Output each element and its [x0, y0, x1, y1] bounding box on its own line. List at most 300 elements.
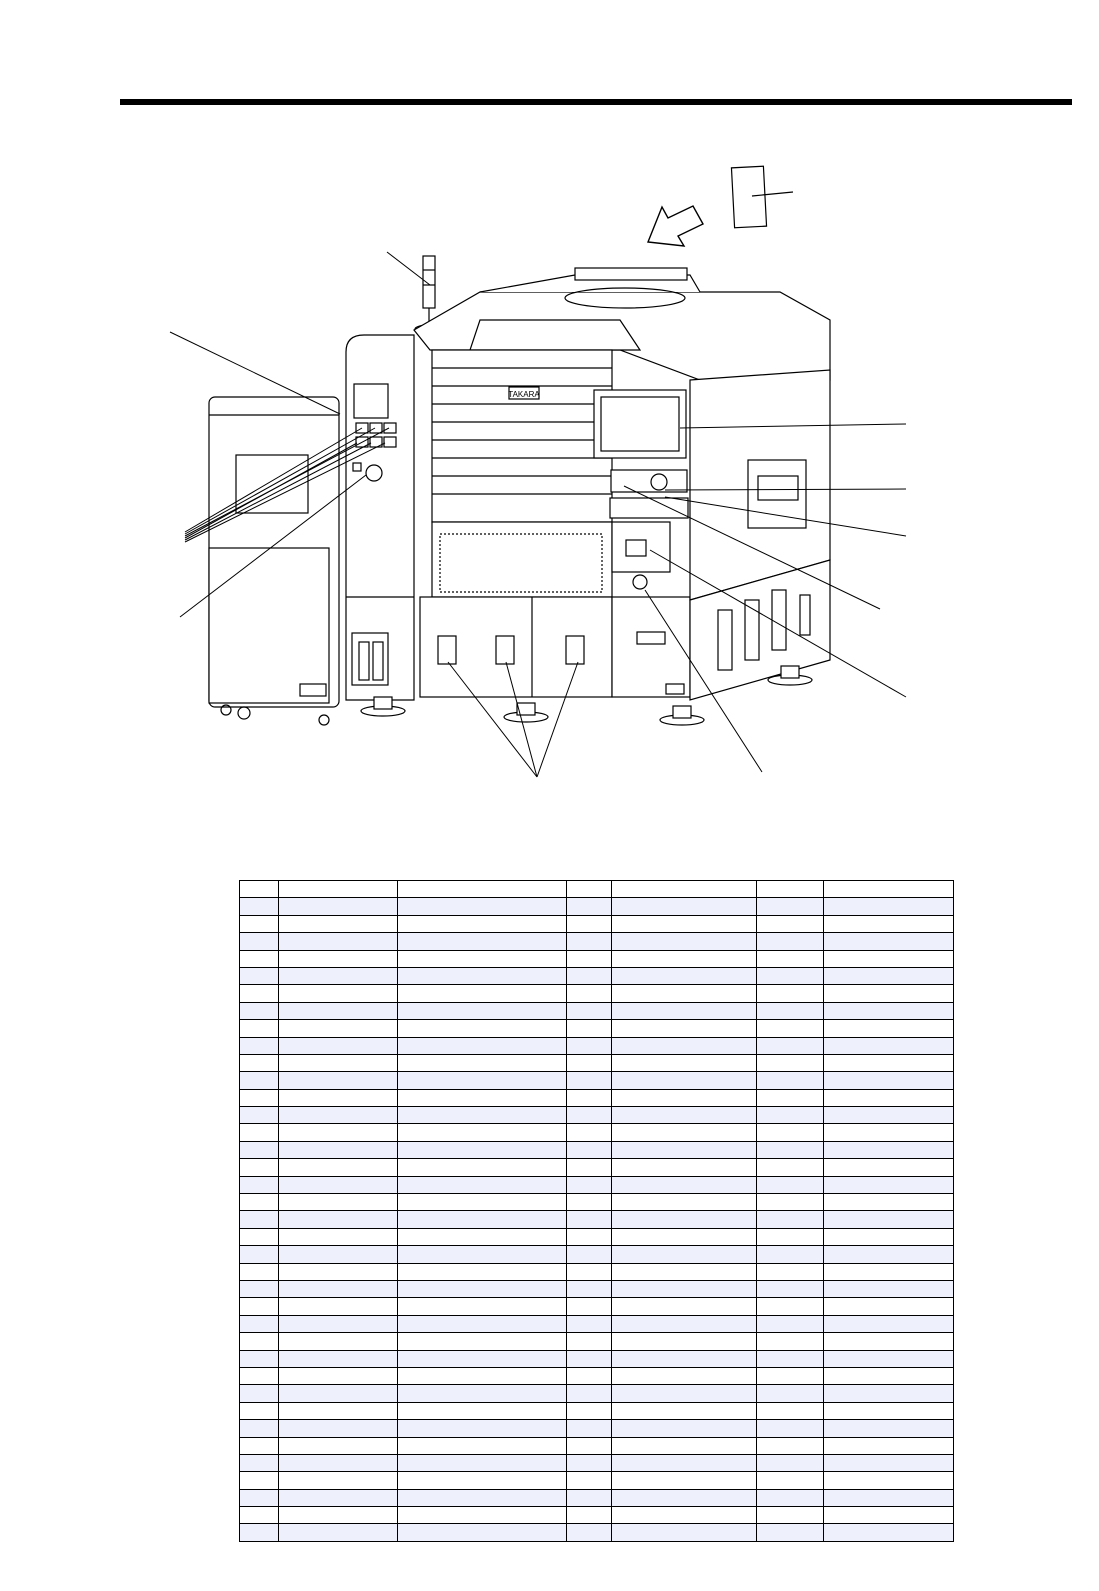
table-cell [240, 1159, 279, 1176]
direction-arrow [648, 206, 703, 246]
table-cell [567, 1489, 611, 1506]
table-cell [279, 1228, 397, 1245]
table-cell [279, 1141, 397, 1158]
table-cell [567, 1107, 611, 1124]
table-cell [567, 1246, 611, 1263]
table-row [240, 1176, 954, 1193]
table-cell [279, 1437, 397, 1454]
machine-right-side [690, 370, 830, 700]
table-cell [567, 1194, 611, 1211]
table-row [240, 1280, 954, 1297]
table-row [240, 1141, 954, 1158]
table-cell [823, 1107, 953, 1124]
table-cell [240, 1367, 279, 1384]
table-cell [240, 1298, 279, 1315]
table-cell [611, 1315, 756, 1332]
table-cell [567, 1402, 611, 1419]
table-cell [397, 950, 567, 967]
table-cell [567, 1472, 611, 1489]
table-cell [279, 1385, 397, 1402]
table-cell [279, 1089, 397, 1106]
table-row [240, 1107, 954, 1124]
table-cell [397, 1054, 567, 1071]
table-cell [397, 1333, 567, 1350]
table-cell [823, 1246, 953, 1263]
table-cell [611, 1420, 756, 1437]
table-cell [611, 1246, 756, 1263]
table-cell [757, 881, 824, 898]
table-cell [279, 1263, 397, 1280]
table-cell [757, 985, 824, 1002]
table-cell [823, 1298, 953, 1315]
table-cell [279, 1298, 397, 1315]
table-cell [757, 1159, 824, 1176]
table-cell [397, 1228, 567, 1245]
table-row [240, 1037, 954, 1054]
table-cell [279, 1472, 397, 1489]
front-shutter [432, 350, 612, 597]
table-cell [240, 1280, 279, 1297]
table-cell [240, 1089, 279, 1106]
table-row [240, 1367, 954, 1384]
table-cell [823, 1020, 953, 1037]
table-cell [611, 1141, 756, 1158]
table-cell [757, 1107, 824, 1124]
table-row [240, 1507, 954, 1524]
table-cell [823, 898, 953, 915]
table-cell [279, 1002, 397, 1019]
table-cell [823, 1089, 953, 1106]
table-row [240, 1211, 954, 1228]
table-cell [567, 1315, 611, 1332]
parts-list-table [239, 880, 954, 1542]
table-cell [279, 1194, 397, 1211]
table-cell [823, 967, 953, 984]
table-cell [567, 1263, 611, 1280]
table-cell [611, 1367, 756, 1384]
table-cell [240, 1507, 279, 1524]
table-cell [279, 898, 397, 915]
table-row [240, 915, 954, 932]
table-cell [757, 1367, 824, 1384]
table-cell [757, 1037, 824, 1054]
table-cell [757, 1420, 824, 1437]
table-cell [397, 1211, 567, 1228]
table-cell [611, 1333, 756, 1350]
table-cell [567, 1507, 611, 1524]
table-cell [823, 1507, 953, 1524]
table-cell [397, 1263, 567, 1280]
table-cell [611, 1002, 756, 1019]
table-cell [240, 1037, 279, 1054]
table-cell [397, 1037, 567, 1054]
table-cell [567, 1054, 611, 1071]
table-cell [611, 1089, 756, 1106]
table-cell [279, 1211, 397, 1228]
table-cell [823, 1489, 953, 1506]
table-cell [240, 1141, 279, 1158]
auxiliary-cabinet [209, 397, 339, 725]
table-cell [611, 1037, 756, 1054]
table-cell [279, 1246, 397, 1263]
table-cell [611, 1524, 756, 1541]
table-cell [567, 881, 611, 898]
table-cell [757, 1124, 824, 1141]
card-sheet [731, 166, 766, 228]
table-cell [279, 967, 397, 984]
table-cell [823, 933, 953, 950]
table-cell [757, 1141, 824, 1158]
table-cell [611, 915, 756, 932]
table-cell [757, 1472, 824, 1489]
table-cell [823, 1228, 953, 1245]
table-cell [397, 1524, 567, 1541]
table-row [240, 1315, 954, 1332]
table-cell [611, 1020, 756, 1037]
table-cell [757, 1524, 824, 1541]
table-cell [279, 881, 397, 898]
table-cell [823, 1054, 953, 1071]
table-cell [397, 915, 567, 932]
table-cell [823, 1194, 953, 1211]
table-cell [823, 1280, 953, 1297]
table-cell [757, 1194, 824, 1211]
table-cell [567, 1159, 611, 1176]
table-cell [279, 1159, 397, 1176]
table-cell [823, 985, 953, 1002]
table-cell [567, 1298, 611, 1315]
table-cell [279, 1367, 397, 1384]
table-cell [611, 1263, 756, 1280]
table-row [240, 1263, 954, 1280]
table-cell [397, 1246, 567, 1263]
table-cell [279, 1489, 397, 1506]
table-cell [240, 1020, 279, 1037]
table-cell [567, 1350, 611, 1367]
table-cell [611, 1454, 756, 1471]
table-cell [757, 1298, 824, 1315]
svg-text:TAKARA: TAKARA [508, 390, 540, 399]
table-row [240, 881, 954, 898]
table-cell [397, 933, 567, 950]
table-cell [240, 1385, 279, 1402]
machine-left-panel [346, 335, 414, 700]
table-cell [823, 1141, 953, 1158]
table-cell [757, 1211, 824, 1228]
table-cell [567, 1437, 611, 1454]
table-cell [823, 1211, 953, 1228]
table-cell [279, 1037, 397, 1054]
table-row [240, 950, 954, 967]
table-row [240, 1228, 954, 1245]
table-cell [757, 1280, 824, 1297]
table-cell [567, 1385, 611, 1402]
table-row [240, 1420, 954, 1437]
table-cell [397, 881, 567, 898]
table-cell [823, 915, 953, 932]
table-cell [757, 1454, 824, 1471]
table-cell [397, 1402, 567, 1419]
table-row [240, 1089, 954, 1106]
table-row [240, 1524, 954, 1541]
table-cell [240, 1315, 279, 1332]
table-cell [240, 1246, 279, 1263]
table-cell [611, 1072, 756, 1089]
table-cell [611, 881, 756, 898]
table-cell [240, 1002, 279, 1019]
table-cell [823, 1454, 953, 1471]
table-cell [567, 1211, 611, 1228]
table-row [240, 985, 954, 1002]
table-row [240, 933, 954, 950]
table-cell [567, 915, 611, 932]
table-cell [611, 1194, 756, 1211]
table-cell [823, 1350, 953, 1367]
table-cell [823, 1437, 953, 1454]
table-cell [397, 1194, 567, 1211]
table-cell [240, 1333, 279, 1350]
table-cell [397, 1315, 567, 1332]
table-cell [567, 1420, 611, 1437]
table-row [240, 1489, 954, 1506]
table-cell [611, 1298, 756, 1315]
table-cell [823, 1176, 953, 1193]
table-cell [279, 1107, 397, 1124]
table-cell [240, 1472, 279, 1489]
table-row [240, 1333, 954, 1350]
table-cell [397, 985, 567, 1002]
table-row [240, 1124, 954, 1141]
table-cell [611, 1159, 756, 1176]
table-cell [757, 1002, 824, 1019]
table-cell [611, 1176, 756, 1193]
table-cell [823, 1524, 953, 1541]
table-cell [823, 950, 953, 967]
table-cell [279, 1124, 397, 1141]
lower-panels [420, 597, 690, 697]
table-row [240, 898, 954, 915]
table-cell [279, 1524, 397, 1541]
table-cell [611, 933, 756, 950]
table-cell [757, 1054, 824, 1071]
table-cell [611, 1228, 756, 1245]
table-cell [757, 950, 824, 967]
table-cell [279, 1402, 397, 1419]
table-cell [823, 1124, 953, 1141]
table-cell [757, 1402, 824, 1419]
table-row [240, 1020, 954, 1037]
table-cell [279, 1176, 397, 1193]
table-cell [757, 1437, 824, 1454]
table-cell [823, 1385, 953, 1402]
table-cell [279, 1454, 397, 1471]
table-cell [823, 1002, 953, 1019]
table-cell [279, 933, 397, 950]
table-cell [397, 1176, 567, 1193]
table-cell [611, 1124, 756, 1141]
table-cell [611, 1107, 756, 1124]
table-cell [567, 1367, 611, 1384]
table-cell [757, 1507, 824, 1524]
table-cell [611, 1402, 756, 1419]
table-cell [567, 1020, 611, 1037]
table-cell [397, 1002, 567, 1019]
table-cell [567, 1141, 611, 1158]
table-cell [279, 1333, 397, 1350]
table-cell [397, 1489, 567, 1506]
table-cell [240, 1176, 279, 1193]
table-cell [397, 1420, 567, 1437]
table-cell [397, 1437, 567, 1454]
table-cell [611, 950, 756, 967]
table-cell [397, 1089, 567, 1106]
table-cell [279, 1420, 397, 1437]
table-cell [823, 1315, 953, 1332]
table-cell [240, 1350, 279, 1367]
table-cell [397, 1367, 567, 1384]
table-cell [567, 1454, 611, 1471]
table-cell [240, 967, 279, 984]
table-cell [240, 1194, 279, 1211]
table-cell [611, 1350, 756, 1367]
table-cell [279, 1020, 397, 1037]
table-cell [757, 915, 824, 932]
table-cell [757, 1072, 824, 1089]
table-row [240, 1159, 954, 1176]
table-cell [279, 985, 397, 1002]
table-cell [240, 1072, 279, 1089]
table-cell [757, 1228, 824, 1245]
table-cell [397, 898, 567, 915]
table-cell [757, 933, 824, 950]
table-cell [757, 967, 824, 984]
table-cell [279, 1280, 397, 1297]
table-cell [823, 1263, 953, 1280]
table-row [240, 1002, 954, 1019]
table-cell [240, 1124, 279, 1141]
table-cell [823, 1159, 953, 1176]
table-cell [240, 1228, 279, 1245]
table-cell [567, 1037, 611, 1054]
table-cell [240, 933, 279, 950]
table-cell [611, 1385, 756, 1402]
table-cell [611, 1489, 756, 1506]
table-row [240, 1246, 954, 1263]
table-cell [757, 1350, 824, 1367]
table-cell [240, 950, 279, 967]
table-cell [240, 1211, 279, 1228]
table-cell [397, 1507, 567, 1524]
table-cell [279, 950, 397, 967]
table-cell [567, 933, 611, 950]
table-cell [397, 1472, 567, 1489]
table-cell [611, 1437, 756, 1454]
table-cell [397, 1298, 567, 1315]
table-cell [757, 1246, 824, 1263]
table-cell [823, 881, 953, 898]
table-cell [397, 1107, 567, 1124]
table-cell [279, 1507, 397, 1524]
table-cell [823, 1367, 953, 1384]
table-cell [757, 1089, 824, 1106]
table-cell [397, 967, 567, 984]
table-row [240, 1350, 954, 1367]
table-cell [757, 1385, 824, 1402]
table-cell [240, 1437, 279, 1454]
table-cell [757, 1315, 824, 1332]
table-cell [567, 1280, 611, 1297]
table-cell [567, 950, 611, 967]
table-cell [823, 1333, 953, 1350]
table-cell [567, 1228, 611, 1245]
table-cell [240, 985, 279, 1002]
table-cell [611, 985, 756, 1002]
table-cell [823, 1420, 953, 1437]
table-cell [757, 1333, 824, 1350]
table-row [240, 1385, 954, 1402]
table-cell [757, 1489, 824, 1506]
table-cell [567, 1124, 611, 1141]
table-cell [611, 1472, 756, 1489]
table-cell [397, 1141, 567, 1158]
table-cell [240, 1054, 279, 1071]
table-cell [823, 1037, 953, 1054]
table-cell [240, 1107, 279, 1124]
table-row [240, 1402, 954, 1419]
table-cell [397, 1124, 567, 1141]
table-row [240, 1072, 954, 1089]
table-cell [757, 1020, 824, 1037]
table-cell [397, 1280, 567, 1297]
table-cell [757, 1263, 824, 1280]
table-row [240, 1194, 954, 1211]
table-cell [567, 1176, 611, 1193]
table-cell [240, 881, 279, 898]
table-cell [611, 1054, 756, 1071]
table-cell [823, 1402, 953, 1419]
table-cell [279, 1350, 397, 1367]
table-row [240, 1472, 954, 1489]
table-cell [279, 915, 397, 932]
table-cell [240, 1263, 279, 1280]
table-cell [279, 1054, 397, 1071]
table-cell [567, 1524, 611, 1541]
table-cell [823, 1472, 953, 1489]
table-cell [279, 1315, 397, 1332]
table-cell [567, 967, 611, 984]
table-row [240, 967, 954, 984]
table-row [240, 1437, 954, 1454]
table-cell [397, 1072, 567, 1089]
table-cell [240, 1454, 279, 1471]
table-cell [567, 985, 611, 1002]
table-cell [611, 898, 756, 915]
table-row [240, 1298, 954, 1315]
table-cell [240, 1524, 279, 1541]
table-cell [823, 1072, 953, 1089]
table-cell [397, 1385, 567, 1402]
table-cell [240, 898, 279, 915]
table-cell [279, 1072, 397, 1089]
table-cell [567, 1002, 611, 1019]
table-cell [567, 1333, 611, 1350]
table-cell [757, 898, 824, 915]
table-cell [757, 1176, 824, 1193]
table-cell [567, 1089, 611, 1106]
table-cell [397, 1020, 567, 1037]
table-cell [611, 1280, 756, 1297]
table-cell [240, 915, 279, 932]
